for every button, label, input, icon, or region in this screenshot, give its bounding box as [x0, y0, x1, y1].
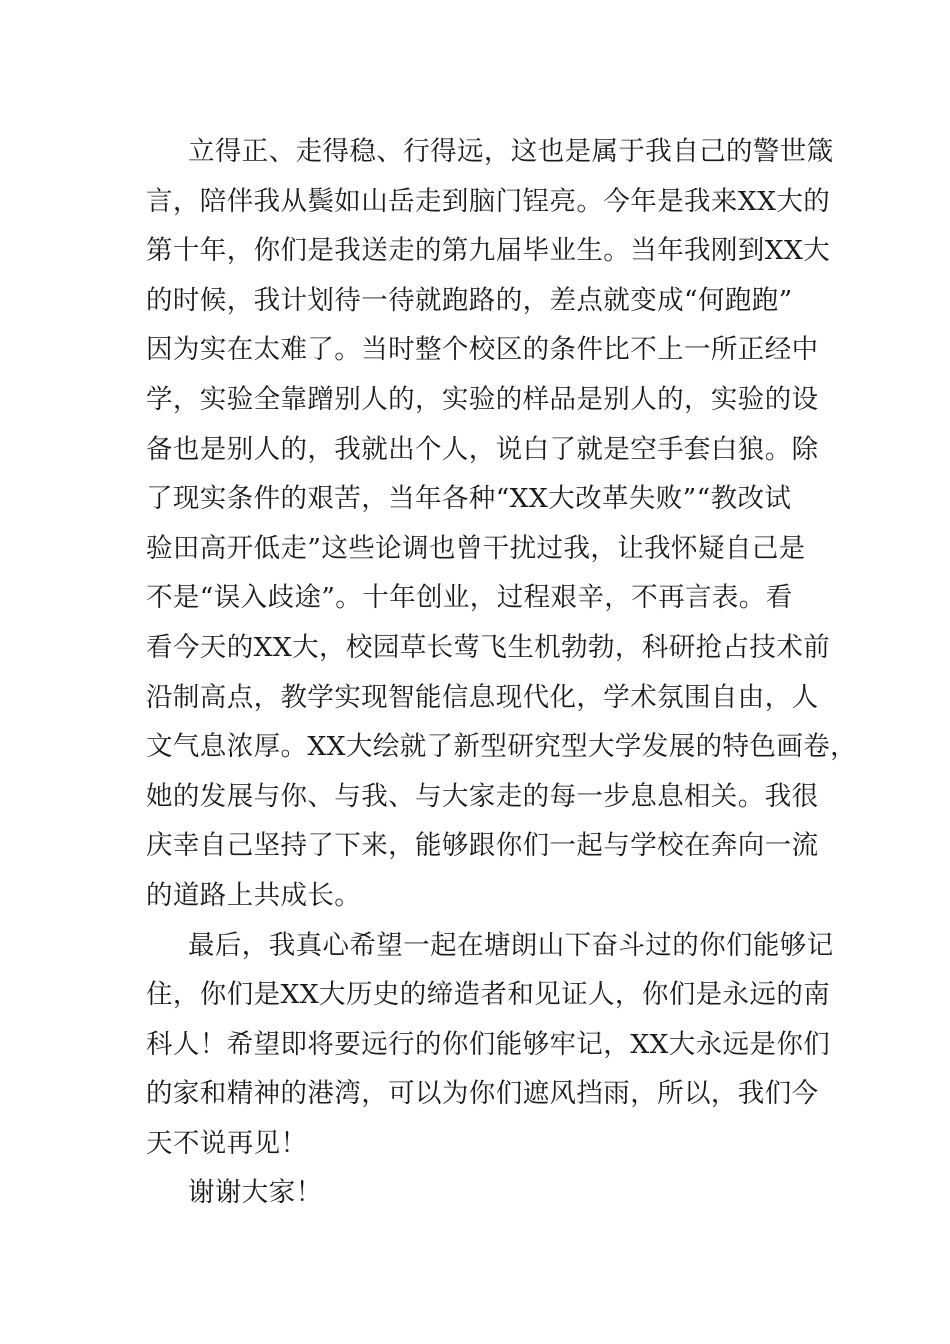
paragraph [146, 127, 858, 921]
text-line: 看今天的XX大，校园草长莺飞生机勃勃，科研抢占技术前 [146, 631, 831, 663]
text-line: 的道路上共成长。 [146, 879, 362, 911]
text-line: 的时候，我计划待一待就跑路的，差点就变成“何跑跑” [146, 284, 793, 316]
text-line: 她的发展与你、与我、与大家走的每一步息息相关。我很 [146, 780, 819, 812]
paragraph [146, 1168, 816, 1218]
text-line: 天不说再见！ [146, 1127, 308, 1159]
text-line: 沿制高点，教学实现智能信息现代化，学术氛围自由，人 [146, 681, 819, 713]
text-line: 因为实在太难了。当时整个校区的条件比不上一所正经中 [146, 334, 819, 366]
text-line: 科人！希望即将要远行的你们能够牢记，XX大永远是你们 [146, 1028, 831, 1060]
text-line: 最后，我真心希望一起在塘朗山下奋斗过的你们能够记 [188, 929, 834, 961]
text-line: 谢谢大家！ [188, 1177, 323, 1209]
text-line: 住，你们是XX大历史的缔造者和见证人，你们是永远的南 [146, 979, 831, 1011]
text-line: 立得正、走得稳、行得远，这也是属于我自己的警世箴 [188, 136, 834, 167]
text-line: 言，陪伴我从鬓如山岳走到脑门锃亮。今年是我来XX大的 [146, 185, 831, 217]
text-line: 的家和精神的港湾，可以为你们遮风挡雨，所以，我们今 [146, 1078, 819, 1110]
text-line: 备也是别人的，我就出个人，说白了就是空手套白狼。除 [146, 433, 819, 465]
body-text [146, 127, 858, 1218]
text-line: 第十年，你们是我送走的第九届毕业生。当年我刚到XX大 [146, 235, 831, 267]
text-line: 文气息浓厚。XX大绘就了新型研究型大学发展的特色画卷， [146, 731, 858, 763]
paragraph [146, 921, 834, 1169]
text-line: 验田高开低走”这些论调也曾干扰过我，让我怀疑自己是 [146, 532, 806, 564]
text-line: 了现实条件的艰苦，当年各种“XX大改革失败”“教改试 [146, 483, 792, 515]
text-line: 不是“误入歧途”。十年创业，过程艰辛，不再言表。看 [146, 582, 793, 614]
text-line: 庆幸自己坚持了下来，能够跟你们一起与学校在奔向一流 [146, 830, 819, 862]
text-line: 学，实验全靠蹭别人的，实验的样品是别人的，实验的设 [146, 383, 819, 415]
